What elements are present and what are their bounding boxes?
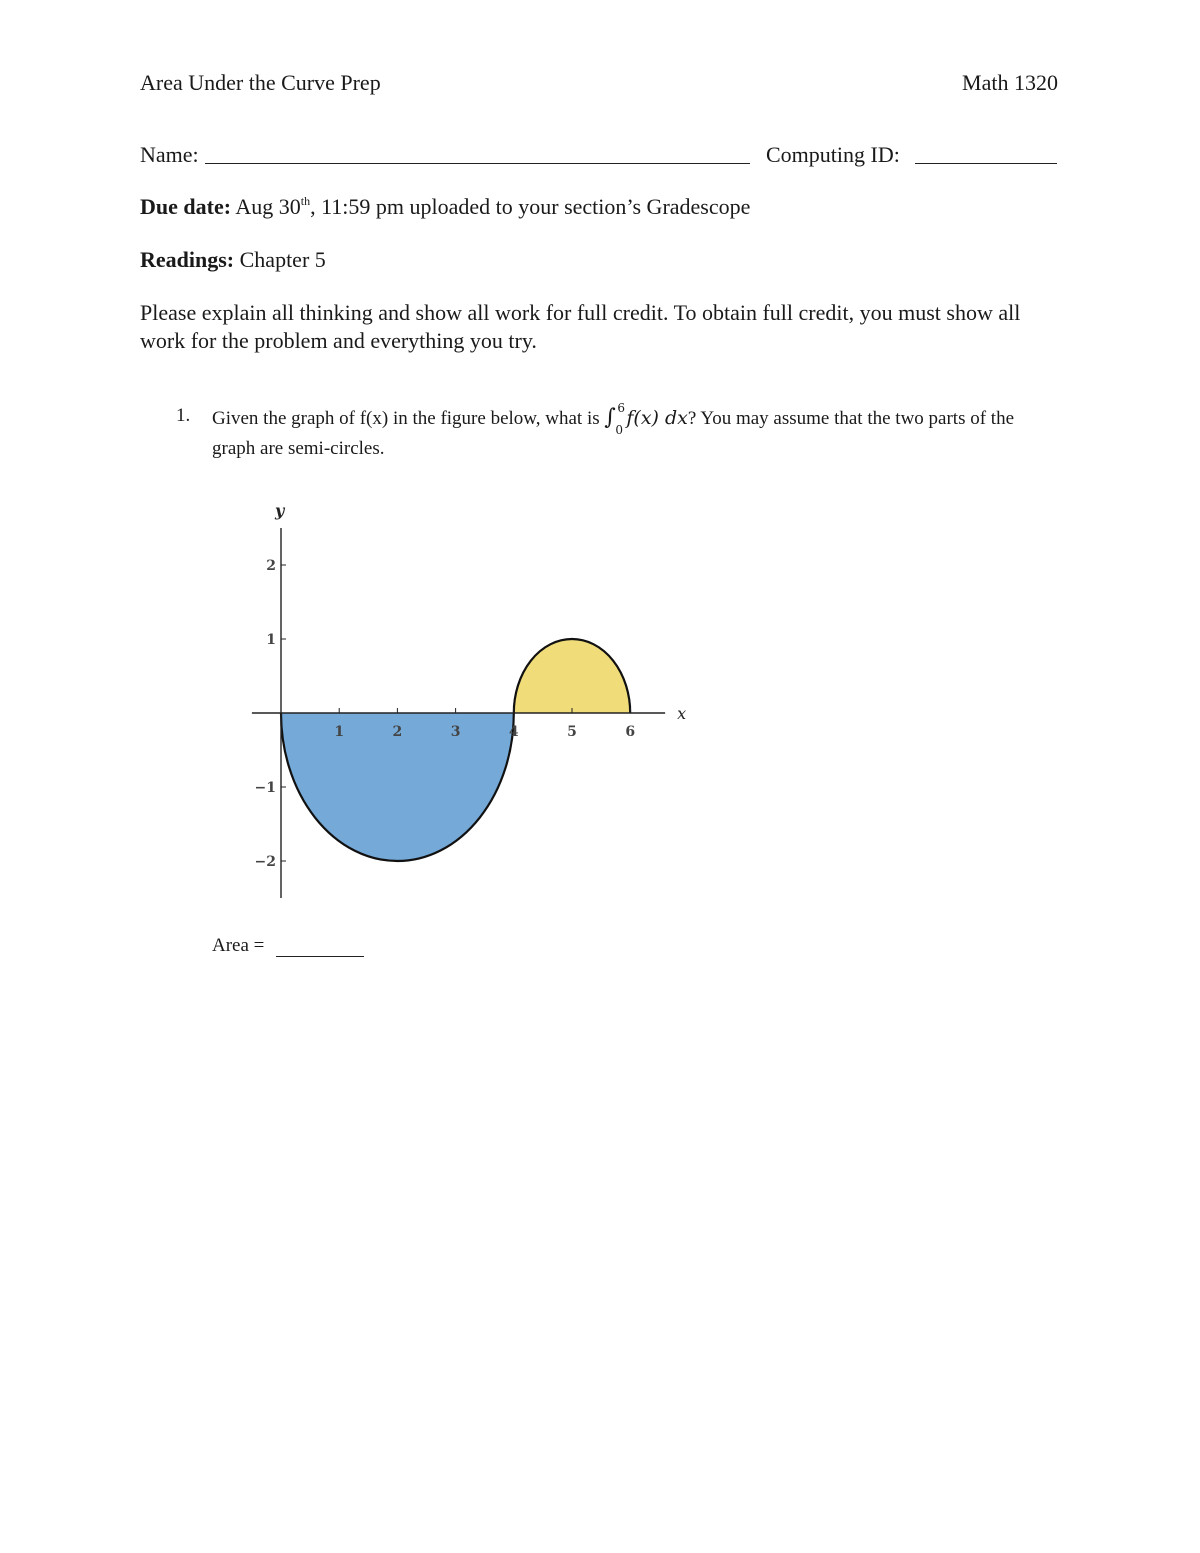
readings-value: Chapter 5: [239, 247, 326, 272]
due-date-rest: , 11:59 pm uploaded to your section’s Gradescope: [310, 194, 751, 219]
y-tick-label-1: 1: [266, 632, 276, 648]
y-tick-label-2: 2: [266, 558, 276, 574]
computing-id-label: Computing ID:: [766, 142, 900, 167]
due-date: [140, 194, 750, 220]
readings-label: Readings:: [140, 247, 235, 272]
x-tick-label-5: 5: [567, 724, 577, 740]
name-blank[interactable]: [205, 163, 750, 164]
x-tick-label-3: 3: [450, 724, 461, 740]
due-date-value: Aug 30: [235, 194, 301, 219]
integral-lower-limit: 0: [615, 423, 624, 437]
readings: [140, 247, 326, 273]
x-tick-label-4: 4: [508, 724, 519, 740]
area-answer-blank[interactable]: [276, 956, 364, 957]
question-text-before: Given the graph of f(x) in the figure below, what is: [212, 408, 605, 429]
y-axis-label: y: [275, 501, 285, 520]
integral-sign-icon: ∫: [604, 405, 616, 430]
function-graph: [240, 495, 700, 915]
x-axis-label: x: [677, 704, 687, 723]
integral-upper-limit: 6: [617, 401, 626, 415]
question-text: [212, 403, 1062, 464]
course-number: Math 1320: [962, 70, 1058, 95]
computing-id-blank[interactable]: [915, 163, 1057, 164]
area-label: Area =: [212, 935, 265, 956]
integral-expression: [604, 401, 688, 437]
x-tick-label-2: 2: [392, 724, 403, 740]
x-tick-label-6: 6: [625, 724, 636, 740]
y-tick-label--2: −2: [254, 854, 276, 870]
question-number: 1.: [176, 405, 191, 426]
instructions: Please explain all thinking and show all work for full credit. To obtain full credit, you must show all work for the problem and everything you try.: [140, 300, 1021, 353]
semicircle-region-2: [514, 639, 630, 713]
question-text-after: ? You may assume that the two parts of the graph are semi-circles.: [212, 408, 1015, 459]
y-tick-label--1: −1: [254, 780, 276, 796]
due-date-suffix: th: [300, 194, 311, 208]
integrand: f(x) dx: [626, 407, 688, 429]
worksheet-title: Area Under the Curve Prep: [140, 70, 381, 95]
due-date-label: Due date:: [140, 194, 232, 219]
name-label: Name:: [140, 142, 199, 167]
x-tick-label-1: 1: [334, 724, 345, 740]
